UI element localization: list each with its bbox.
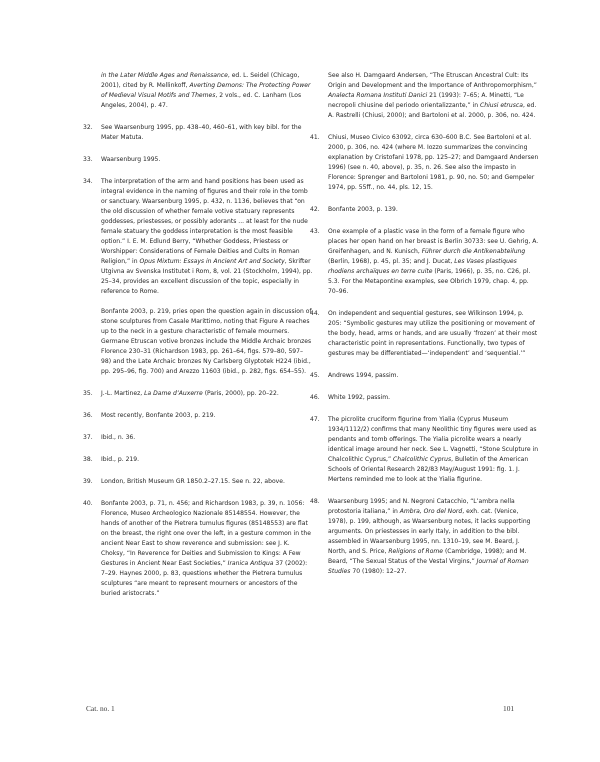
- note-text-run: One example of a plastic vase in the form of a female figure who places her open hand on her breast is Berlin 30733: see U. Gehrig, A. Greifenhagen, and N. Kunisch,: [328, 228, 539, 255]
- footnote-text: [328, 227, 539, 297]
- note-text-run: , ed. A. Rastrelli (Chiusi, 2000); and Bartoloni et al. 2000, p. 306, no. 424.: [328, 102, 537, 119]
- footnote-text: [328, 71, 539, 121]
- footnote-number: 47.: [310, 416, 320, 423]
- footnote-text: [101, 123, 313, 143]
- footnote-text: [101, 389, 313, 399]
- footnote: [310, 309, 539, 359]
- footnote-text: [328, 133, 539, 193]
- footnote: [310, 205, 539, 215]
- footnote: [310, 415, 539, 485]
- note-text-run: Bonfante 2003, p. 139.: [328, 206, 398, 213]
- note-text-run: Bonfante 2003, p. 219, pries open the question again in discussion of stone sculptures from Casale Marittimo, noting that Figure A reaches up to the neck in a gesture characteristic of female mourners. Germane Etruscan votive bronzes include the Middle Archaic bronzes Florence 230–31 (Richardson 1983, pp. 261–64, figs. 579–80, 597–98) and the Late Archaic bronzes Ny Carlsberg Glyptotek H224 (ibid., pp. 295–96, fig. 700) and Arezzo 11603 (ibid., p. 282, figs. 654–55).: [101, 308, 312, 375]
- footnote: [83, 411, 313, 421]
- footnote-number: 39.: [83, 478, 93, 485]
- note-text-run: , exh. cat. (Venice, 1978), p. 199, although, as Waarsenburg notes, it lacks supporting arguments. On priestesses in early Italy, in addition to the bibl. assembled in Waarsenburg 1995, nn. 1310–19, see M. Beard, J. North, and S. Price,: [328, 508, 531, 555]
- note-text-run: Ibid., p. 219.: [101, 456, 140, 463]
- footnote-text: [328, 497, 539, 577]
- footnote-number: 38.: [83, 456, 93, 463]
- footnote: [310, 227, 539, 297]
- footnote-number: 40.: [83, 500, 93, 507]
- note-text-run: 70 (1980): 12–27.: [350, 568, 407, 575]
- footnote-text: [328, 415, 539, 485]
- note-text-run: Waarsenburg 1995.: [101, 156, 161, 163]
- note-text-run: On independent and sequential gestures, see Wilkinson 1994, p. 205: “Symbolic gestures may utilize the positioning or movement of the body, head, arms or hands, and are usually ‘frozen’ at their most characteristic point in representations. Functionally, two types of gestures may be differentiated—‘independent’ and ‘sequential.’”: [328, 310, 538, 357]
- footnote-continuation: [83, 71, 313, 111]
- note-text-run: (Paris, 2000), pp. 20–22.: [202, 390, 279, 397]
- left-notes-column: [83, 71, 313, 611]
- footnote: [310, 497, 539, 577]
- italic-title: Opus Mixtum: Essays in Ancient Art and Society: [139, 258, 285, 265]
- footnote: [83, 389, 313, 399]
- footnote-text: [101, 411, 313, 421]
- note-text-run: (Berlin, 1968), p. 45, pl. 35; and J. Ducat,: [328, 258, 455, 265]
- footnote: [83, 155, 313, 165]
- footnote: [83, 455, 313, 465]
- footnote-number: 36.: [83, 412, 93, 419]
- note-text-run: , 2 vols., ed. C. Lanham (Los Angeles, 2004), p. 47.: [101, 92, 302, 109]
- footnote-number: 34.: [83, 178, 93, 185]
- italic-title: Journal of Roman Studies: [328, 558, 529, 575]
- note-text-run: Waarsenburg 1995; and N. Negroni Catacchio, “L’ambra nella protostoria italiana,” in: [328, 498, 515, 515]
- italic-title: in the Later Middle Ages and Renaissance: [101, 72, 228, 79]
- footnote-text: [328, 371, 539, 381]
- note-text-run: , ed. L. Seidel (Chicago, 2001), cited by R. Mellinkoff,: [101, 72, 300, 89]
- note-text-run: , Bulletin of the American Schools of Oriental Research 282/83 May/August 1991: fig. 1. J. Mertens reminded me to look at the Yialia figurine.: [328, 456, 529, 483]
- footnote-number: 44.: [310, 310, 320, 317]
- footer-catalog-label: Cat. no. 1: [86, 704, 115, 713]
- italic-title: Führer durch die Antikenabteilung: [421, 248, 526, 255]
- footnote-text: [101, 499, 313, 599]
- note-text-run: (Paris, 1966), p. 35, no. C26, pl. 5.3. For the Metapontine examples, see Olbrich 1979, chap. 4, pp. 70–96.: [328, 268, 531, 295]
- italic-title: Analecta Romana Instituti Danici: [328, 92, 428, 99]
- footnote: [310, 393, 539, 403]
- footnote-number: 46.: [310, 394, 320, 401]
- note-text-run: Ibid., n. 36.: [101, 434, 136, 441]
- note-text-run: Bonfante 2003, p. 71, n. 456; and Richardson 1983, p. 39, n. 1056: Florence, Museo Archeologico Nazionale 85148554. However, the hands of another of the Pietrera tumulus figures (85148553) are flat on the breast, the right one over the left, in a gesture common in the ancient Near East to show reverence and submission: see J. K. Choksy, “In Reverence for Deities and Submission to Kings: A Few Gestures in Ancient Near East Societies,”: [101, 500, 311, 567]
- footnote-text: [328, 205, 539, 215]
- footnote-text: [101, 177, 313, 297]
- note-text-run: 37 (2002): 7–29. Haynes 2000, p. 83, questions whether the Pietrera tumulus sculptures “are meant to represent mourners or ancestors of the buried aristocrats.”: [101, 560, 308, 597]
- footnote-number: 32.: [83, 124, 93, 131]
- footnote-text: [101, 71, 313, 111]
- footnote-number: 35.: [83, 390, 93, 397]
- italic-title: Iranica Antiqua: [227, 560, 274, 567]
- italic-title: Chalcolithic Cyprus: [393, 456, 452, 463]
- note-text-run: Chiusi, Museo Civico 63092, circa 630–600 B.C. See Bartoloni et al. 2000, p. 306, no. 424 (where M. Iozzo summarizes the convincing explanation by Cristofani 1978, pp. 125–27; and Damgaard Andersen 1996) (see n. 40, above), p. 35, n. 26. See also the impasto in Florence: Sprenger and Bartoloni 1981, p. 90, no. 50; and Gempeler 1974, pp. 55ff., no. 44, pls. 12, 15.: [328, 134, 539, 191]
- footnote-number: 45.: [310, 372, 320, 379]
- footnote-text: [328, 309, 539, 359]
- footnote: [83, 477, 313, 487]
- note-text-run: See also H. Damgaard Andersen, “The Etruscan Ancestral Cult: Its Origin and Development and the Importance of Anthropomorphism,”: [328, 72, 537, 89]
- footnote-number: 42.: [310, 206, 320, 213]
- note-text-run: Most recently, Bonfante 2003, p. 219.: [101, 412, 216, 419]
- footnote-text: [101, 155, 313, 165]
- italic-title: Religions of Rome: [388, 548, 444, 555]
- right-notes-column: [310, 71, 539, 589]
- footnote: [83, 499, 313, 599]
- footnote-number: 41.: [310, 134, 320, 141]
- note-text-run: The picrolite cruciform figurine from Yialia (Cyprus Museum 1934/1112/2) confirms that many Neolithic tiny figures were used as pendants and tomb offerings. The Yialia picrolite wears a nearly identical image around her neck. See L. Vagnetti, “Stone Sculpture in Chalcolithic Cyprus,”: [328, 416, 539, 463]
- italic-title: Les Vases plastiques rhodiens archaïques en terre cuite: [328, 258, 517, 275]
- note-text-run: The interpretation of the arm and hand positions has been used as integral evidence in the naming of figures and their role in the tomb or sanctuary. Waarsenburg 1995, p. 432, n. 1136, believes that “on the old discussion of whether female votive statuary represents goddesses, priestesses, or possibly adorants ... at least for the nude female statuary the goddess interpretation is the most feasible option.” I. E. M. Edlund Berry, “Whether Goddess, Priestess or Worshipper: Considerations of Female Deities and Cults in Roman Religion,” in: [101, 178, 308, 265]
- italic-title: Chiusi etrusca: [480, 102, 523, 109]
- italic-title: Averting Demons: The Protecting Power of Medieval Visual Motifs and Themes: [101, 82, 311, 99]
- page-number: 101: [503, 704, 515, 713]
- footnote: [83, 123, 313, 143]
- note-text-run: (Cambridge, 1998); and M. Beard, “The Sexual Status of the Vestal Virgins,”: [328, 548, 527, 565]
- footnote-text-paragraph: [101, 307, 313, 377]
- note-text-run: J.-L. Martinez,: [101, 390, 145, 397]
- italic-title: Ambra, Oro del Nord: [399, 508, 463, 515]
- note-text-run: 21 (1993): 7–65; A. Minetti, “Le necropoli chiusine del periodo orientalizzante,” in: [328, 92, 524, 109]
- note-text-run: White 1992, passim.: [328, 394, 391, 401]
- footnote-text: [101, 477, 313, 487]
- note-text-run: See Waarsenburg 1995, pp. 438–40, 460–61, with key bibl. for the Mater Matuta.: [101, 124, 302, 141]
- note-text-run: Andrews 1994, passim.: [328, 372, 399, 379]
- footnote: [83, 433, 313, 443]
- italic-title: La Dame d’Auxerre: [144, 390, 203, 397]
- footnote-text: [328, 393, 539, 403]
- footnote-number: 37.: [83, 434, 93, 441]
- footnote-continuation: [310, 71, 539, 121]
- footnote: [310, 133, 539, 193]
- note-text-run: London, British Museum GR 1850.2–27.15. See n. 22, above.: [101, 478, 285, 485]
- footnote-number: 33.: [83, 156, 93, 163]
- footnote-number: 43.: [310, 228, 320, 235]
- footnote-text: [101, 433, 313, 443]
- footnote: [310, 371, 539, 381]
- footnote-number: 48.: [310, 498, 320, 505]
- footnote: [83, 177, 313, 377]
- note-text-run: , Skrifter Utgivna av Svenska Institutet i Rom, 8, vol. 21 (Stockholm, 1994), pp. 25–34, provides an excellent discussion of the topic, especially in reference to Rome.: [101, 258, 313, 295]
- footnote-text: [101, 455, 313, 465]
